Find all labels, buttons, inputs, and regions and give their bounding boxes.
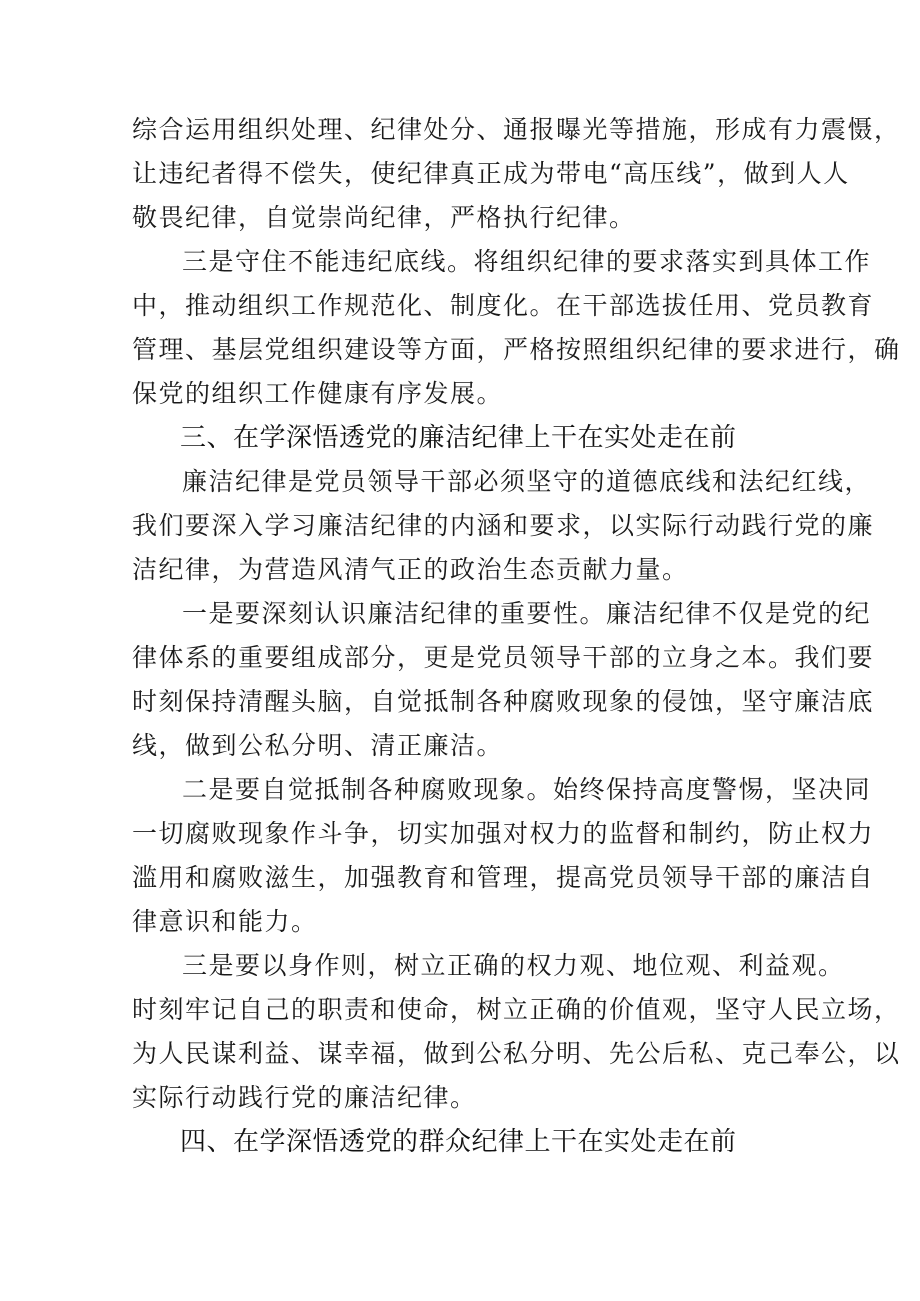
paragraph-line: 线，做到公私分明、清正廉洁。 bbox=[132, 731, 504, 760]
paragraph-line: 廉洁纪律是党员领导干部必须坚守的道德底线和法纪红线， bbox=[182, 467, 872, 496]
paragraph-line: 律体系的重要组成部分，更是党员领导干部的立身之本。我们要 bbox=[132, 643, 875, 672]
paragraph-line: 让违纪者得不偿失，使纪律真正成为带电“高压线”，做到人人 bbox=[132, 159, 850, 188]
paragraph-line: 中，推动组织工作规范化、制度化。在干部选拔任用、党员教育 bbox=[132, 291, 875, 320]
paragraph-line: 二是要自觉抵制各种腐败现象。始终保持高度警惕，坚决同 bbox=[182, 775, 872, 804]
paragraph-line: 时刻保持清醒头脑，自觉抵制各种腐败现象的侵蚀，坚守廉洁底 bbox=[132, 687, 875, 716]
paragraph-line: 时刻牢记自己的职责和使命，树立正确的价值观，坚守人民立场， bbox=[132, 995, 901, 1024]
paragraph-line: 三是守住不能违纪底线。将组织纪律的要求落实到具体工作 bbox=[182, 247, 872, 276]
paragraph-line: 洁纪律，为营造风清气正的政治生态贡献力量。 bbox=[132, 555, 689, 584]
paragraph-line: 一是要深刻认识廉洁纪律的重要性。廉洁纪律不仅是党的纪 bbox=[182, 599, 872, 628]
paragraph-line: 一切腐败现象作斗争，切实加强对权力的监督和制约，防止权力 bbox=[132, 819, 875, 848]
paragraph-line: 保党的组织工作健康有序发展。 bbox=[132, 379, 504, 408]
paragraph-line: 律意识和能力。 bbox=[132, 907, 318, 936]
paragraph-line: 敬畏纪律，自觉崇尚纪律，严格执行纪律。 bbox=[132, 203, 636, 232]
section-heading: 三、在学深悟透党的廉洁纪律上干在实处走在前 bbox=[180, 423, 737, 453]
section-heading: 四、在学深悟透党的群众纪律上干在实处走在前 bbox=[180, 1127, 737, 1157]
paragraph-line: 管理、基层党组织建设等方面，严格按照组织纪律的要求进行，确 bbox=[132, 335, 901, 364]
paragraph-line: 三是要以身作则，树立正确的权力观、地位观、利益观。 bbox=[182, 951, 845, 980]
paragraph-line: 综合运用组织处理、纪律处分、通报曝光等措施，形成有力震慑， bbox=[132, 115, 901, 144]
paragraph-line: 实际行动践行党的廉洁纪律。 bbox=[132, 1083, 477, 1112]
paragraph-line: 滥用和腐败滋生，加强教育和管理，提高党员领导干部的廉洁自 bbox=[132, 863, 875, 892]
paragraph-line: 为人民谋利益、谋幸福，做到公私分明、先公后私、克己奉公，以 bbox=[132, 1039, 901, 1068]
paragraph-line: 我们要深入学习廉洁纪律的内涵和要求，以实际行动践行党的廉 bbox=[132, 511, 875, 540]
